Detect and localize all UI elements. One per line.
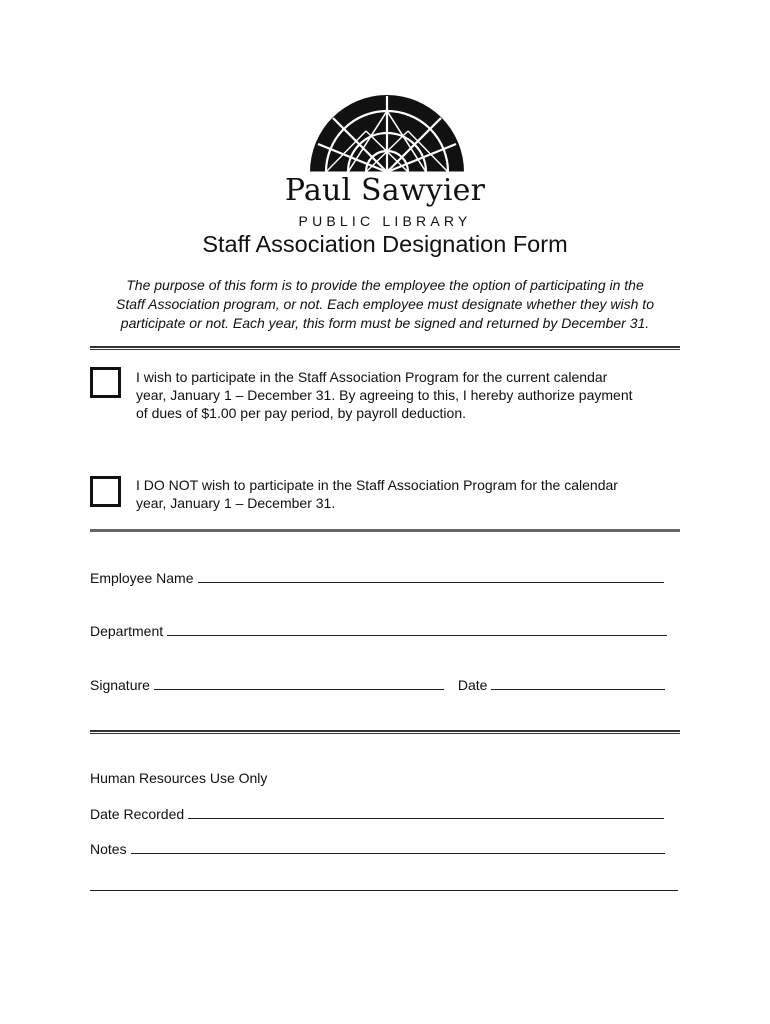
employee-name-label: Employee Name xyxy=(90,570,194,586)
notes-field[interactable] xyxy=(131,841,665,854)
section-divider xyxy=(90,346,680,350)
library-name: Paul Sawyier xyxy=(284,173,486,208)
date-field[interactable] xyxy=(491,677,665,690)
option-line: year, January 1 – December 31. By agreeing to this, I hereby authorize payment xyxy=(136,387,633,403)
department-label: Department xyxy=(90,623,164,639)
notes-label: Notes xyxy=(90,841,127,857)
decline-option-text xyxy=(136,476,684,512)
signature-label: Signature xyxy=(90,677,150,693)
participate-checkbox[interactable] xyxy=(90,367,121,398)
section-divider xyxy=(90,730,680,734)
date-recorded-field[interactable] xyxy=(188,806,664,819)
decline-checkbox[interactable] xyxy=(90,476,121,507)
form-title: Staff Association Designation Form xyxy=(202,231,568,257)
notes-row xyxy=(90,840,665,858)
intro-line: Staff Association program, or not. Each employee must designate whether they wish to xyxy=(116,296,654,312)
option-line: year, January 1 – December 31. xyxy=(136,495,336,511)
option-line: I wish to participate in the Staff Association Program for the current calendar xyxy=(136,369,608,385)
option-line: I DO NOT wish to participate in the Staff Association Program for the calendar xyxy=(136,477,618,493)
employee-name-row xyxy=(90,569,664,587)
department-field[interactable] xyxy=(167,623,667,636)
department-row xyxy=(90,622,667,640)
notes-extra-line[interactable] xyxy=(90,890,678,891)
intro-line: participate or not. Each year, this form must be signed and returned by December 31. xyxy=(120,315,650,331)
date-label: Date xyxy=(457,677,488,693)
library-logo-icon xyxy=(308,92,466,174)
employee-name-field[interactable] xyxy=(198,570,664,583)
intro-line: The purpose of this form is to provide the employee the option of participating in the xyxy=(126,277,644,293)
intro-paragraph xyxy=(86,276,684,333)
hr-section-title: Human Resources Use Only xyxy=(90,770,268,786)
option-line: of dues of $1.00 per pay period, by payroll deduction. xyxy=(136,405,466,421)
library-subtitle: PUBLIC LIBRARY xyxy=(298,213,472,229)
participate-option-text xyxy=(136,368,684,422)
signature-row xyxy=(90,676,665,694)
date-recorded-row xyxy=(90,805,664,823)
signature-field[interactable] xyxy=(154,677,444,690)
date-recorded-label: Date Recorded xyxy=(90,806,185,822)
section-divider xyxy=(90,529,680,532)
